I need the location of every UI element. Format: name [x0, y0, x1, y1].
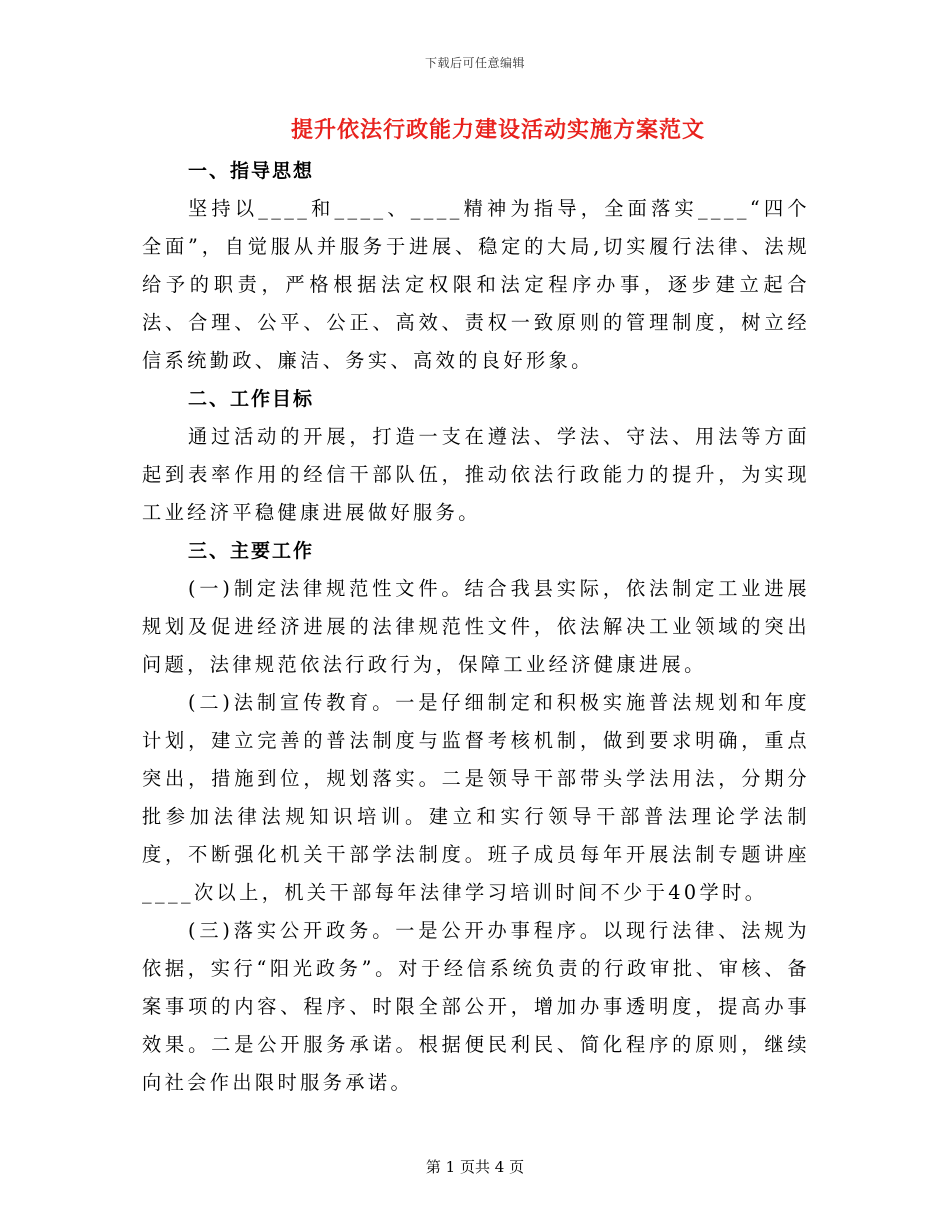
paragraph: (一)制定法律规范性文件。结合我县实际，依法制定工业进展规划及促进经济进展的法律规范性文件，依法解决工业领域的突出问题，法律规范依法行政行为，保障工业经济健康进展。 [142, 577, 810, 676]
paragraph: 通过活动的开展，打造一支在遵法、学法、守法、用法等方面起到表率作用的经信干部队伍，推动依法行政能力的提升，为实现工业经济平稳健康进展做好服务。 [142, 425, 810, 524]
document-body [142, 152, 810, 1102]
paragraph: 坚持以____和____、____精神为指导，全面落实____“四个全面”，自觉服从并服务于进展、稳定的大局,切实履行法律、法规给予的职责，严格根据法定权限和法定程序办事，逐步建立起合法、合理、公平、公正、高效、责权一致原则的管理制度，树立经信系统勤政、廉洁、务实、高效的良好形象。 [142, 197, 810, 372]
paragraph: (三)落实公开政务。一是公开办事程序。以现行法律、法规为依据，实行“阳光政务”。对于经信系统负责的行政审批、审核、备案事项的内容、程序、时限全部公开，增加办事透明度，提高办事效果。二是公开服务承诺。根据便民利民、简化程序的原则，继续向社会作出限时服务承诺。 [142, 919, 810, 1094]
header-note: 下载后可任意编辑 [424, 56, 525, 70]
page-footer: 第 1 页共 4 页 [425, 1158, 525, 1176]
section-heading: 三、主要工作 [188, 540, 315, 562]
document-title: 提升依法行政能力建设活动实施方案范文 [290, 117, 705, 143]
section-heading: 一、指导思想 [188, 160, 315, 182]
section-heading: 二、工作目标 [188, 388, 315, 410]
paragraph: (二)法制宣传教育。一是仔细制定和积极实施普法规划和年度计划，建立完善的普法制度与监督考核机制，做到要求明确，重点突出，措施到位，规划落实。二是领导干部带头学法用法，分期分批参加法律法规知识培训。建立和实行领导干部普法理论学法制度，不断强化机关干部学法制度。班子成员每年开展法制专题讲座____次以上，机关干部每年法律学习培训时间不少于40学时。 [142, 691, 810, 904]
